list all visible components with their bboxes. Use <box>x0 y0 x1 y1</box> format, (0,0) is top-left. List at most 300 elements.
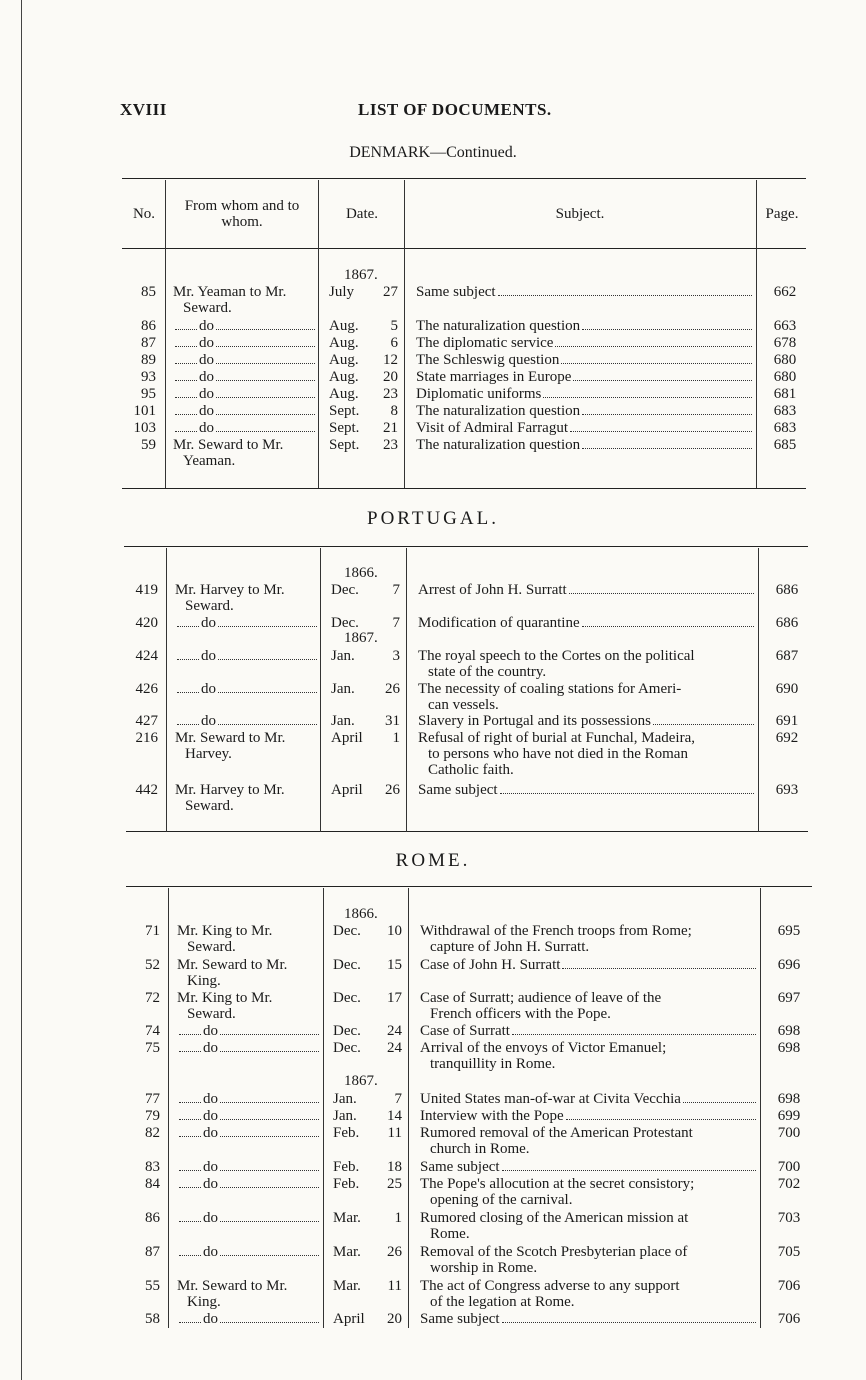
column-rule <box>404 180 405 488</box>
date-day: 20 <box>383 369 398 385</box>
document-number: 58 <box>145 1311 160 1327</box>
date-month: Sept. <box>329 437 360 453</box>
page-number-cell: 683 <box>773 420 797 436</box>
ditto-entry <box>177 1244 319 1260</box>
subject-line <box>420 1091 756 1107</box>
dot-leader <box>502 1322 756 1323</box>
date-month: Dec. <box>333 957 361 973</box>
subject-text: Case of Surratt <box>420 1023 510 1039</box>
dot-leader <box>179 1322 201 1323</box>
from-whom-cell <box>177 1125 319 1141</box>
subject-cell <box>416 437 752 453</box>
year-label: 1867. <box>344 267 378 283</box>
from-line-2: Seward. <box>187 1006 236 1022</box>
document-number: 87 <box>141 335 156 351</box>
date-month: Jan. <box>333 1108 357 1124</box>
dot-leader <box>177 659 199 660</box>
subject-cell <box>420 990 756 1022</box>
date-month: Dec. <box>333 1023 361 1039</box>
subject-text: Slavery in Portugal and its possessions <box>418 713 651 729</box>
document-number: 74 <box>145 1023 160 1039</box>
dot-leader <box>179 1255 201 1256</box>
dot-leader <box>179 1221 201 1222</box>
dot-leader <box>218 626 317 627</box>
document-number: 95 <box>141 386 156 402</box>
ditto-mark: do <box>203 1210 218 1226</box>
date-month: Sept. <box>329 403 360 419</box>
ditto-entry <box>175 648 317 664</box>
subject-line <box>416 335 752 351</box>
from-line-2: Seward. <box>183 300 232 316</box>
ditto-mark: do <box>203 1159 218 1175</box>
from-whom-cell <box>177 1244 319 1260</box>
page-number-cell: 663 <box>773 318 797 334</box>
dot-leader <box>562 968 756 969</box>
dot-leader <box>216 397 315 398</box>
ditto-entry <box>175 615 317 631</box>
ditto-mark: do <box>199 335 214 351</box>
from-whom-cell <box>173 284 315 316</box>
from-whom-cell <box>173 318 315 334</box>
subject-line-1: Rumored removal of the American Protestant <box>420 1125 693 1141</box>
page-binding-edge <box>21 0 22 1380</box>
dot-leader <box>177 692 199 693</box>
from-whom-cell <box>173 437 315 469</box>
subject-line <box>416 284 752 300</box>
page-number-cell: 690 <box>775 681 799 697</box>
page-number-cell: 706 <box>777 1311 801 1327</box>
dot-leader <box>653 724 754 725</box>
subject-line-3: Catholic faith. <box>428 762 514 778</box>
date-month: Feb. <box>333 1159 360 1175</box>
from-line-1: Mr. King to Mr. <box>177 923 273 939</box>
date-month: Dec. <box>331 582 359 598</box>
dot-leader <box>582 329 752 330</box>
document-number: 216 <box>135 730 158 746</box>
date-month: April <box>333 1311 365 1327</box>
dot-leader <box>220 1170 319 1171</box>
date-day: 12 <box>383 352 398 368</box>
date-day: 5 <box>390 318 398 334</box>
section-heading-denmark: DENMARK—Continued. <box>349 144 517 161</box>
ditto-mark: do <box>201 713 216 729</box>
from-whom-cell <box>177 1176 319 1192</box>
column-rule <box>323 888 324 1328</box>
dot-leader <box>220 1322 319 1323</box>
subject-line-1: The Pope's allocution at the secret consistory; <box>420 1176 695 1192</box>
page-number-cell: 662 <box>773 284 797 300</box>
subject-cell <box>418 681 754 713</box>
dot-leader <box>569 593 754 594</box>
ditto-entry <box>177 1040 319 1056</box>
subject-cell <box>416 420 752 436</box>
dot-leader <box>500 793 754 794</box>
subject-cell <box>420 1278 756 1310</box>
from-whom-cell <box>177 1210 319 1226</box>
date-month: Feb. <box>333 1125 360 1141</box>
subject-text: Same subject <box>418 782 498 798</box>
from-whom-cell <box>173 420 315 436</box>
document-number: 77 <box>145 1091 160 1107</box>
subject-text: Case of John H. Surratt <box>420 957 561 973</box>
date-day: 23 <box>383 386 398 402</box>
dot-leader <box>216 431 315 432</box>
subject-cell <box>416 386 752 402</box>
subject-text: United States man-of-war at Civita Vecchia <box>420 1091 681 1107</box>
year-label: 1866. <box>344 565 378 581</box>
subject-line-2: church in Rome. <box>430 1141 530 1157</box>
subject-line <box>416 386 752 402</box>
dot-leader <box>220 1221 319 1222</box>
from-line-1: Mr. Harvey to Mr. <box>175 782 285 798</box>
from-whom-cell <box>175 681 317 697</box>
subject-cell <box>420 1176 756 1208</box>
document-number: 103 <box>133 420 156 436</box>
subject-line <box>418 615 754 631</box>
document-number: 86 <box>141 318 156 334</box>
dot-leader <box>566 1119 756 1120</box>
subject-line-2: Rome. <box>430 1226 470 1242</box>
subject-text: Modification of quarantine <box>418 615 580 631</box>
table-rule <box>126 831 808 832</box>
from-whom-cell <box>175 615 317 631</box>
date-day: 27 <box>383 284 398 300</box>
dot-leader <box>175 380 197 381</box>
page-title: LIST OF DOCUMENTS. <box>358 100 552 119</box>
date-day: 1 <box>392 730 400 746</box>
subject-text: The diplomatic service <box>416 335 554 351</box>
subject-cell <box>420 1311 756 1327</box>
from-line-1: Mr. Yeaman to Mr. <box>173 284 287 300</box>
from-whom-cell <box>177 1108 319 1124</box>
dot-leader <box>175 363 197 364</box>
section-heading-portugal: PORTUGAL. <box>367 508 499 529</box>
date-day: 23 <box>383 437 398 453</box>
subject-cell <box>418 713 754 729</box>
subject-text: Same subject <box>420 1311 500 1327</box>
document-number: 55 <box>145 1278 160 1294</box>
date-day: 24 <box>387 1023 402 1039</box>
ditto-entry <box>175 681 317 697</box>
date-day: 7 <box>392 582 400 598</box>
from-line-1: Mr. Seward to Mr. <box>173 437 284 453</box>
subject-line-2: can vessels. <box>428 697 499 713</box>
column-rule <box>320 548 321 832</box>
table-rule <box>122 248 806 249</box>
ditto-mark: do <box>203 1244 218 1260</box>
subject-text: Interview with the Pope <box>420 1108 564 1124</box>
from-whom-cell <box>175 582 317 614</box>
subject-cell <box>420 1091 756 1107</box>
ditto-entry <box>177 1210 319 1226</box>
subject-cell <box>418 730 754 778</box>
ditto-entry <box>177 1176 319 1192</box>
dot-leader <box>582 448 752 449</box>
subject-line-2: worship in Rome. <box>430 1260 538 1276</box>
subject-cell <box>418 782 754 798</box>
from-whom-cell <box>173 403 315 419</box>
dot-leader <box>512 1034 756 1035</box>
page-number-cell: 680 <box>773 352 797 368</box>
subject-line <box>418 713 754 729</box>
page-number-cell: 698 <box>777 1023 801 1039</box>
date-day: 14 <box>387 1108 402 1124</box>
dot-leader <box>555 346 752 347</box>
subject-line-1: Arrival of the envoys of Victor Emanuel; <box>420 1040 667 1056</box>
subject-line-1: The act of Congress adverse to any support <box>420 1278 680 1294</box>
from-whom-cell <box>177 1159 319 1175</box>
dot-leader <box>561 363 752 364</box>
column-rule <box>165 180 166 488</box>
subject-line-1: Case of Surratt; audience of leave of the <box>420 990 662 1006</box>
date-month: Mar. <box>333 1210 361 1226</box>
table-rule <box>122 178 806 179</box>
date-day: 31 <box>385 713 400 729</box>
subject-cell <box>420 1023 756 1039</box>
subject-line <box>420 1108 756 1124</box>
ditto-mark: do <box>203 1091 218 1107</box>
dot-leader <box>220 1136 319 1137</box>
subject-cell <box>420 1244 756 1276</box>
from-whom-cell <box>173 352 315 368</box>
dot-leader <box>179 1170 201 1171</box>
page-number-cell: 692 <box>775 730 799 746</box>
dot-leader <box>220 1119 319 1120</box>
from-line-2: King. <box>187 973 221 989</box>
from-whom-cell <box>177 957 319 989</box>
dot-leader <box>573 380 752 381</box>
page-number-cell: 681 <box>773 386 797 402</box>
ditto-mark: do <box>203 1040 218 1056</box>
document-number: 424 <box>135 648 158 664</box>
document-number: 86 <box>145 1210 160 1226</box>
subject-text: Arrest of John H. Surratt <box>418 582 567 598</box>
from-whom-cell <box>177 990 319 1022</box>
from-line-2: King. <box>187 1294 221 1310</box>
dot-leader <box>216 380 315 381</box>
from-line-1: Mr. Seward to Mr. <box>177 957 288 973</box>
ditto-mark: do <box>199 403 214 419</box>
subject-line <box>416 318 752 334</box>
from-whom-cell <box>177 1023 319 1039</box>
ditto-mark: do <box>199 318 214 334</box>
ditto-mark: do <box>201 648 216 664</box>
date-day: 8 <box>390 403 398 419</box>
subject-line-1: Refusal of right of burial at Funchal, Madeira, <box>418 730 696 746</box>
ditto-mark: do <box>203 1176 218 1192</box>
column-header-date: Date. <box>345 206 379 222</box>
date-day: 7 <box>392 615 400 631</box>
date-month: Jan. <box>333 1091 357 1107</box>
subject-line-2: opening of the carnival. <box>430 1192 573 1208</box>
from-line-2: Seward. <box>185 598 234 614</box>
ditto-mark: do <box>201 615 216 631</box>
document-number: 87 <box>145 1244 160 1260</box>
subject-line-2: capture of John H. Surratt. <box>430 939 590 955</box>
column-rule <box>758 548 759 832</box>
document-number: 426 <box>135 681 158 697</box>
page-number-cell: 705 <box>777 1244 801 1260</box>
dot-leader <box>220 1255 319 1256</box>
dot-leader <box>179 1051 201 1052</box>
from-line-2: Seward. <box>185 798 234 814</box>
date-day: 21 <box>383 420 398 436</box>
table-rule <box>126 886 812 887</box>
dot-leader <box>220 1034 319 1035</box>
document-number: 420 <box>135 615 158 631</box>
date-month: Jan. <box>331 713 355 729</box>
date-month: Aug. <box>329 318 359 334</box>
subject-cell <box>416 369 752 385</box>
subject-line-2: state of the country. <box>428 664 547 680</box>
subject-line-1: The royal speech to the Cortes on the political <box>418 648 695 664</box>
subject-line <box>418 582 754 598</box>
document-number: 89 <box>141 352 156 368</box>
document-number: 93 <box>141 369 156 385</box>
subject-line-2: of the legation at Rome. <box>430 1294 575 1310</box>
page-number-cell: 691 <box>775 713 799 729</box>
date-month: Aug. <box>329 369 359 385</box>
column-header-from: From whom and to whom. <box>184 198 300 230</box>
column-header-no: No. <box>132 206 156 222</box>
ditto-mark: do <box>203 1108 218 1124</box>
from-whom-cell <box>177 1311 319 1327</box>
dot-leader <box>216 329 315 330</box>
dot-leader <box>220 1187 319 1188</box>
document-number: 82 <box>145 1125 160 1141</box>
page-number-cell: 683 <box>773 403 797 419</box>
page-number-cell: 687 <box>775 648 799 664</box>
dot-leader <box>582 626 754 627</box>
column-rule <box>318 180 319 488</box>
dot-leader <box>177 626 199 627</box>
column-rule <box>760 888 761 1328</box>
from-whom-cell <box>177 1278 319 1310</box>
ditto-entry <box>177 1125 319 1141</box>
dot-leader <box>220 1051 319 1052</box>
subject-text: The naturalization question <box>416 437 581 453</box>
from-line-1: Mr. Seward to Mr. <box>175 730 286 746</box>
page-number-cell: 706 <box>777 1278 801 1294</box>
ditto-entry <box>173 352 315 368</box>
subject-line-1: Removal of the Scotch Presbyterian place of <box>420 1244 688 1260</box>
dot-leader <box>582 414 752 415</box>
subject-line <box>416 437 752 453</box>
subject-cell <box>420 1125 756 1157</box>
page-number-cell: 696 <box>777 957 801 973</box>
subject-text: Same subject <box>416 284 496 300</box>
page-number-cell: 685 <box>773 437 797 453</box>
subject-cell <box>418 648 754 680</box>
ditto-entry <box>173 386 315 402</box>
from-whom-cell <box>175 713 317 729</box>
document-number: 101 <box>133 403 156 419</box>
page-number-cell: 686 <box>775 615 799 631</box>
subject-line-1: The necessity of coaling stations for Ameri- <box>418 681 682 697</box>
page-number-cell: 698 <box>777 1091 801 1107</box>
from-line-1: Mr. King to Mr. <box>177 990 273 1006</box>
date-month: Aug. <box>329 352 359 368</box>
table-rule <box>124 546 808 547</box>
dot-leader <box>570 431 752 432</box>
ditto-entry <box>175 713 317 729</box>
date-month: Dec. <box>331 615 359 631</box>
date-month: Dec. <box>333 990 361 1006</box>
subject-text: Same subject <box>420 1159 500 1175</box>
dot-leader <box>177 724 199 725</box>
dot-leader <box>179 1034 201 1035</box>
table-rule <box>122 488 806 489</box>
column-rule <box>406 548 407 832</box>
document-number: 72 <box>145 990 160 1006</box>
subject-line-1: Withdrawal of the French troops from Rome; <box>420 923 692 939</box>
date-month: Mar. <box>333 1244 361 1260</box>
dot-leader <box>502 1170 756 1171</box>
from-line-1: Mr. Harvey to Mr. <box>175 582 285 598</box>
from-whom-cell <box>175 730 317 762</box>
ditto-mark: do <box>203 1311 218 1327</box>
subject-text: Visit of Admiral Farragut <box>416 420 568 436</box>
from-line-1: Mr. Seward to Mr. <box>177 1278 288 1294</box>
column-header-page: Page. <box>765 206 799 222</box>
subject-cell <box>420 1159 756 1175</box>
date-month: Sept. <box>329 420 360 436</box>
dot-leader <box>179 1136 201 1137</box>
subject-cell <box>416 352 752 368</box>
ditto-entry <box>177 1023 319 1039</box>
date-day: 11 <box>387 1125 402 1141</box>
subject-cell <box>420 1210 756 1242</box>
document-number: 83 <box>145 1159 160 1175</box>
date-day: 20 <box>387 1311 402 1327</box>
subject-line <box>420 1311 756 1327</box>
ditto-entry <box>177 1091 319 1107</box>
date-month: Jan. <box>331 648 355 664</box>
from-whom-cell <box>177 1040 319 1056</box>
subject-text: The Schleswig question <box>416 352 560 368</box>
document-number: 427 <box>135 713 158 729</box>
page-number-cell: 680 <box>773 369 797 385</box>
ditto-entry <box>177 1311 319 1327</box>
subject-line-2: to persons who have not died in the Roman <box>428 746 688 762</box>
from-line-2: Yeaman. <box>183 453 236 469</box>
subject-cell <box>416 335 752 351</box>
from-line-2: Seward. <box>187 939 236 955</box>
dot-leader <box>175 346 197 347</box>
document-number: 59 <box>141 437 156 453</box>
ditto-mark: do <box>199 386 214 402</box>
subject-line <box>416 403 752 419</box>
subject-line <box>420 1159 756 1175</box>
subject-line-2: tranquillity in Rome. <box>430 1056 556 1072</box>
subject-cell <box>420 957 756 973</box>
dot-leader <box>175 397 197 398</box>
section-heading-rome: ROME. <box>395 850 471 871</box>
dot-leader <box>175 329 197 330</box>
subject-line <box>420 1023 756 1039</box>
document-number: 79 <box>145 1108 160 1124</box>
subject-line <box>416 420 752 436</box>
subject-cell <box>418 582 754 598</box>
date-day: 6 <box>390 335 398 351</box>
page-number-cell: 678 <box>773 335 797 351</box>
page-number-cell: 695 <box>777 923 801 939</box>
subject-text: State marriages in Europe <box>416 369 572 385</box>
ditto-mark: do <box>203 1125 218 1141</box>
date-month: Aug. <box>329 386 359 402</box>
date-month: Aug. <box>329 335 359 351</box>
ditto-entry <box>173 335 315 351</box>
